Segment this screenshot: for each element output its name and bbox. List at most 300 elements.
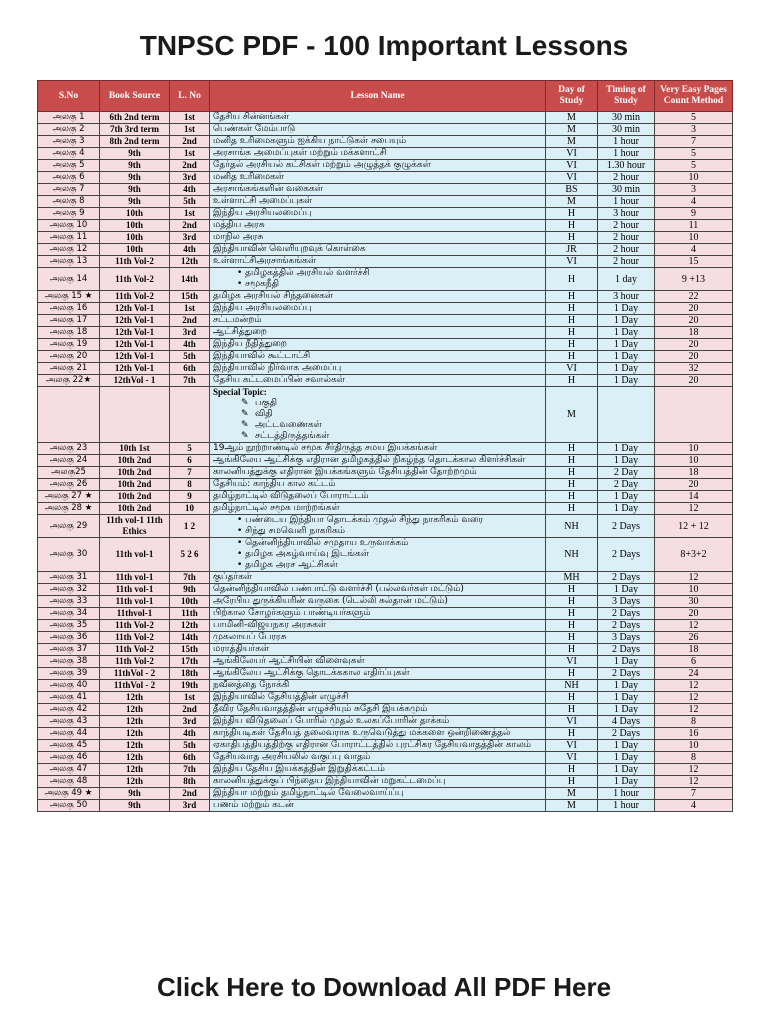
day-of-study-cell: VI [546,363,598,375]
lesson-line: தேசிய கட்டமைப்பின் சவால்கள் [213,375,345,385]
lesson-number-cell: 7 [170,467,210,479]
header-book-source: Book Source [100,81,170,112]
lesson-line: மராத்தியர்கள் [213,644,270,654]
book-source-cell: 11th vol-1 [100,584,170,596]
header-pages-count: Very Easy Pages Count Method [655,81,733,112]
timing-cell: 1 Day [598,740,655,752]
lesson-name-cell [210,208,546,220]
book-source-cell: 9th [100,800,170,812]
timing-cell: 1 hour [598,788,655,800]
pages-count-cell: 12 [655,503,733,515]
sno-cell: அலகு 37 [38,644,100,656]
header-day-of-study: Day of Study [546,81,598,112]
pages-count-cell: 10 [655,740,733,752]
pages-count-cell: 9 +13 [655,268,733,291]
lesson-line: இந்தியாவின் வெளியுறவுக் கொள்கை [213,244,366,254]
book-source-cell: 12th Vol-1 [100,351,170,363]
pages-count-cell: 14 [655,491,733,503]
lesson-name-cell [210,572,546,584]
pen-icon: ✎ [241,398,249,408]
day-of-study-cell: H [546,728,598,740]
sno-cell: அலகு 6 [38,172,100,184]
day-of-study-cell: H [546,220,598,232]
book-source-cell: 9th [100,148,170,160]
day-of-study-cell: H [546,467,598,479]
lesson-line: ஆங்கிலேய ஆட்சிக்கு தொடக்ககால எதிர்ப்புகள் [213,668,410,678]
lesson-line: தேசியவாத அரசியலில் வகுப்பு வாதம் [213,752,371,762]
lesson-line: அரசாங்கங்களின் வகைகள் [213,184,323,194]
lesson-name-cell [210,538,546,572]
lesson-number-cell: 12th [170,256,210,268]
lesson-number-cell: 12th [170,620,210,632]
lesson-line: பெண்கள் மேம்பாடு [213,124,296,134]
sno-cell: அலகு 49 ★ [38,788,100,800]
lesson-line: உள்ளாட்சிஅரசாங்கங்கள் [213,256,317,266]
day-of-study-cell: H [546,776,598,788]
day-of-study-cell: H [546,644,598,656]
lesson-name-cell [210,620,546,632]
lesson-number-cell: 3rd [170,172,210,184]
table-row [38,764,733,776]
lesson-name-cell [210,148,546,160]
lesson-name-cell [210,800,546,812]
lesson-line: மனித உரிமைகளும் ஐக்கிய நாட்டுகள் சபையும் [213,136,407,146]
sno-cell: அலகு 2 [38,124,100,136]
lesson-number-cell: 1st [170,148,210,160]
timing-cell: 1 Day [598,692,655,704]
lesson-number-cell: 3rd [170,232,210,244]
table-row [38,680,733,692]
pen-icon: ✎ [241,409,249,419]
sno-cell: அலகு 16 [38,303,100,315]
sno-cell: அலகு 3 [38,136,100,148]
table-row [38,572,733,584]
day-of-study-cell: H [546,596,598,608]
pages-count-cell: 15 [655,256,733,268]
lesson-name-cell [210,196,546,208]
lesson-name-cell [210,363,546,375]
timing-cell: 2 Days [598,538,655,572]
day-of-study-cell: H [546,268,598,291]
lesson-number-cell: 4th [170,728,210,740]
lesson-line: ஏகாதிபத்தியத்திற்கு எதிரான போராட்டத்தில் புரட்சிகர தேசியவாதத்தின் காலம் [213,740,532,750]
lesson-name-cell [210,268,546,291]
sno-cell: அலகு 17 [38,315,100,327]
sno-cell: அலகு 40 [38,680,100,692]
sno-cell: அலகு 48 [38,776,100,788]
lesson-line: இந்திய அரசியலமைப்பு [213,208,312,218]
pages-count-cell: 12 [655,692,733,704]
pages-count-cell: 12 [655,704,733,716]
lesson-line: காலனியத்துக்கு எதிரான இயக்கங்களும் தேசியத்தின் தோற்றமும் [213,467,477,477]
book-source-cell: 10th 2nd [100,503,170,515]
book-source-cell: 11th vol-1 11th Ethics [100,515,170,538]
day-of-study-cell: VI [546,752,598,764]
table-row [38,244,733,256]
download-link[interactable]: Click Here to Download All PDF Here [156,972,612,1002]
day-of-study-cell: H [546,692,598,704]
day-of-study-cell: VI [546,160,598,172]
pages-count-cell: 20 [655,608,733,620]
lesson-number-cell: 5th [170,740,210,752]
table-row [38,704,733,716]
timing-cell: 2 hour [598,232,655,244]
lesson-number-cell: 15th [170,291,210,303]
lesson-number-cell: 3rd [170,800,210,812]
day-of-study-cell: H [546,668,598,680]
timing-cell: 1 hour [598,136,655,148]
pages-count-cell: 18 [655,467,733,479]
sno-cell: அலகு 4 [38,148,100,160]
pages-count-cell: 4 [655,800,733,812]
timing-cell: 2 Days [598,668,655,680]
lesson-line: ஆங்கிலேயர் ஆட்சியின் விளைவுகள் [213,656,365,666]
sno-cell: அலகு 18 [38,327,100,339]
day-of-study-cell: VI [546,740,598,752]
lesson-name-cell [210,764,546,776]
book-source-cell: 10th 1st [100,443,170,455]
special-topic-row [38,387,733,443]
timing-cell: 1 Day [598,764,655,776]
lesson-number-cell: 14th [170,632,210,644]
lesson-line: • சிந்து சமவெளி நாகரிகம் [237,526,346,536]
pen-icon: ✎ [241,431,249,441]
day-of-study-cell: H [546,455,598,467]
lesson-line: தேர்தல் அரசியல் கட்சிகள் மற்றும் அழுத்தக் குழுக்கள் [213,160,431,170]
table-row [38,503,733,515]
table-row [38,515,733,538]
pages-count-cell: 10 [655,443,733,455]
lesson-line: • சமூகநீதி [237,279,280,289]
day-of-study-cell: H [546,315,598,327]
lesson-line: மத்திய அரசு [213,220,265,230]
lesson-number-cell: 6th [170,752,210,764]
pen-icon: ✎ [241,420,249,430]
day-of-study-cell: H [546,232,598,244]
timing-cell: 1 hour [598,148,655,160]
lesson-line: • தமிழக அரச ஆட்சிகள் [237,560,338,570]
timing-cell: 1 Day [598,363,655,375]
lesson-number-cell: 1st [170,692,210,704]
day-of-study-cell: H [546,339,598,351]
timing-cell: 4 Days [598,716,655,728]
timing-cell: 2 hour [598,256,655,268]
lesson-line: முகலாயப் பேரரசு [213,632,287,642]
lesson-name-cell [210,680,546,692]
pages-count-cell: 20 [655,479,733,491]
lesson-name-cell [210,160,546,172]
pages-count-cell: 20 [655,351,733,363]
day-of-study-cell: H [546,704,598,716]
lesson-line: தேசிய சின்னங்கள் [213,112,290,122]
timing-cell: 2 hour [598,172,655,184]
timing-cell: 1 Day [598,491,655,503]
day-of-study-cell: H [546,327,598,339]
pages-count-cell: 12 [655,572,733,584]
table-row [38,220,733,232]
lesson-name-cell [210,728,546,740]
lesson-number-cell: 1st [170,112,210,124]
book-source-cell: 12th Vol-1 [100,327,170,339]
table-row [38,339,733,351]
lesson-line: தமிழ்நாட்டில் விடுதலைப் போராட்டம் [213,491,369,501]
lesson-name-cell [210,172,546,184]
lesson-line: • தமிழகத்தில் அரசியல் வளர்ச்சி [237,268,370,278]
table-row [38,232,733,244]
lesson-number-cell: 6 [170,455,210,467]
lesson-name-cell [210,503,546,515]
lesson-number-cell: 6th [170,363,210,375]
lesson-line: பாமினி-விஜயநகர அரசுகள் [213,620,327,630]
day-of-study-cell: H [546,208,598,220]
pages-count-cell: 9 [655,208,733,220]
day-of-study-cell: M [546,136,598,148]
lesson-line: அரேபிய துருக்கியரின் வருகை (டெல்லி சுல்தான் மட்டும்) [213,596,448,606]
table-row [38,788,733,800]
table-row [38,208,733,220]
sno-cell: அலகு 46 [38,752,100,764]
lesson-name-cell [210,776,546,788]
lesson-line: ஆங்கிலேய ஆட்சிக்கு எதிரான தமிழகத்தில் நிகழ்ந்த தொடக்கால கிளர்ச்சிகள் [213,455,526,465]
sno-cell: அலகு 28 ★ [38,503,100,515]
pages-count-cell: 8+3+2 [655,538,733,572]
table-row [38,303,733,315]
special-topic-item [213,431,543,442]
pages-count-cell: 20 [655,315,733,327]
day-of-study-cell: H [546,491,598,503]
table-row [38,692,733,704]
day-of-study-cell: H [546,375,598,387]
lesson-number-cell: 1st [170,124,210,136]
lesson-name-cell [210,256,546,268]
book-source-cell: 12th [100,716,170,728]
sno-cell: அலகு 20 [38,351,100,363]
lesson-number-cell: 4th [170,339,210,351]
book-source-cell: 11th Vol-2 [100,620,170,632]
lesson-name-cell [210,467,546,479]
sno-cell: அலகு 11 [38,232,100,244]
lesson-name-cell [210,716,546,728]
lesson-number-cell: 10th [170,596,210,608]
timing-cell [598,387,655,443]
day-of-study-cell: M [546,124,598,136]
lesson-line: தமிழ்நாட்டில் சமூக மாற்றங்கள் [213,503,340,513]
lesson-name-cell [210,491,546,503]
lesson-name-cell [210,124,546,136]
lesson-number-cell: 15th [170,644,210,656]
timing-cell: 1 Day [598,327,655,339]
lesson-line: குப்தர்கள் [213,572,253,582]
sno-cell: அலகு 9 [38,208,100,220]
timing-cell: 2 hour [598,220,655,232]
book-source-cell: 10th [100,208,170,220]
timing-cell: 2 Days [598,515,655,538]
timing-cell: 2 Days [598,728,655,740]
lesson-line: தமிழக அரசியல் சிந்தனைகள் [213,291,334,301]
special-topic-label: சட்டத்திருத்தங்கள் [255,431,330,441]
sno-cell: அலகு 44 [38,728,100,740]
lesson-name-cell [210,303,546,315]
day-of-study-cell: VI [546,256,598,268]
pages-count-cell: 20 [655,303,733,315]
special-topic-item [213,409,543,420]
day-of-study-cell: NH [546,515,598,538]
book-source-cell: 12th Vol-1 [100,339,170,351]
timing-cell: 2 Day [598,479,655,491]
header-lesson-number: L. No [170,81,210,112]
sno-cell: அலகு 15 ★ [38,291,100,303]
table-row [38,538,733,572]
lesson-number-cell: 5th [170,351,210,363]
pages-count-cell: 20 [655,339,733,351]
book-source-cell: 12th [100,764,170,776]
book-source-cell: 11th vol-1 [100,538,170,572]
table-row [38,256,733,268]
lesson-number-cell: 5 2 6 [170,538,210,572]
day-of-study-cell: H [546,351,598,363]
sno-cell [38,387,100,443]
sno-cell: அலகு25 [38,467,100,479]
pages-count-cell: 26 [655,632,733,644]
pages-count-cell: 8 [655,752,733,764]
table-row [38,136,733,148]
lesson-number-cell: 7th [170,572,210,584]
day-of-study-cell: M [546,800,598,812]
day-of-study-cell: H [546,479,598,491]
lesson-line: • தென்னிந்தியாவில் சமுதாய உருவாக்கம் [237,538,409,548]
lesson-name-cell [210,668,546,680]
table-row [38,351,733,363]
book-source-cell: 9th [100,172,170,184]
table-row [38,455,733,467]
table-row [38,172,733,184]
lesson-name-cell [210,244,546,256]
book-source-cell: 12th [100,728,170,740]
table-row [38,148,733,160]
sno-cell: அலகு 39 [38,668,100,680]
day-of-study-cell: MH [546,572,598,584]
sno-cell: அலகு 13 [38,256,100,268]
sno-cell: அலகு 12 [38,244,100,256]
lesson-number-cell: 11th [170,608,210,620]
lesson-number-cell: 2nd [170,220,210,232]
day-of-study-cell: H [546,764,598,776]
sno-cell: அலகு 23 [38,443,100,455]
day-of-study-cell: H [546,632,598,644]
table-row [38,327,733,339]
pages-count-cell: 3 [655,184,733,196]
pages-count-cell: 11 [655,220,733,232]
lesson-number-cell: 17th [170,656,210,668]
pages-count-cell: 20 [655,375,733,387]
lesson-line: ஆட்சித்துறை [213,327,267,337]
pages-count-cell: 6 [655,656,733,668]
book-source-cell [100,387,170,443]
lesson-line: தீவிர தேசியவாதத்தின் எழுச்சியும் சுதேசி இயக்கமும் [213,704,428,714]
book-source-cell: 10th 2nd [100,479,170,491]
timing-cell: 1 Day [598,303,655,315]
lesson-line: காந்தியடிகள் தேசியத் தலைவராக உருவெடுத்து மக்களை ஒன்றிணைத்தல் [213,728,511,738]
timing-cell: 2 Day [598,467,655,479]
lesson-number-cell: 7th [170,764,210,776]
lesson-line: மாநில அரசு [213,232,264,242]
pages-count-cell: 12 [655,620,733,632]
table-row [38,608,733,620]
lesson-number-cell: 4th [170,184,210,196]
table-row [38,620,733,632]
book-source-cell: 9th [100,196,170,208]
lesson-line: பிற்கால சோழர்களும் பாண்டியர்களும் [213,608,371,618]
special-topic-title: Special Topic: [213,387,267,397]
book-source-cell: 7th 3rd term [100,124,170,136]
lesson-line: சட்டமன்றம் [213,315,262,325]
table-row [38,315,733,327]
day-of-study-cell: VI [546,172,598,184]
book-source-cell: 8th 2nd term [100,136,170,148]
book-source-cell: 11th vol-1 [100,596,170,608]
special-topic-label: அட்டவணைகள் [255,420,322,430]
lesson-name-cell [210,479,546,491]
sno-cell: அலகு 24 [38,455,100,467]
sno-cell: அலகு 41 [38,692,100,704]
table-row [38,375,733,387]
pages-count-cell: 16 [655,728,733,740]
table-row [38,491,733,503]
special-topic-item [213,420,543,431]
book-source-cell: 12th [100,704,170,716]
lesson-name-cell [210,704,546,716]
day-of-study-cell: H [546,608,598,620]
table-row [38,668,733,680]
header-sno: S.No [38,81,100,112]
pages-count-cell: 4 [655,196,733,208]
day-of-study-cell: H [546,620,598,632]
sno-cell: அலகு 33 [38,596,100,608]
day-of-study-cell: M [546,112,598,124]
table-row [38,124,733,136]
day-of-study-cell: M [546,196,598,208]
book-source-cell: 11th Vol-2 [100,644,170,656]
book-source-cell: 12th [100,776,170,788]
day-of-study-cell: NH [546,680,598,692]
timing-cell: 1.30 hour [598,160,655,172]
lesson-number-cell: 2nd [170,136,210,148]
pages-count-cell: 5 [655,148,733,160]
lesson-number-cell: 4th [170,244,210,256]
lesson-name-cell [210,632,546,644]
lesson-name-cell [210,596,546,608]
timing-cell: 30 min [598,184,655,196]
lesson-number-cell: 1st [170,303,210,315]
sno-cell: அலகு 14 [38,268,100,291]
table-row [38,184,733,196]
day-of-study-cell: H [546,303,598,315]
timing-cell: 3 hour [598,291,655,303]
pages-count-cell: 12 + 12 [655,515,733,538]
timing-cell: 1 Day [598,315,655,327]
lesson-line: இந்தியாவில் கூட்டாட்சி [213,351,311,361]
lesson-line: இந்திய நீதித்துறை [213,339,287,349]
timing-cell: 1 hour [598,196,655,208]
lesson-name-cell [210,788,546,800]
lesson-number-cell: 3rd [170,327,210,339]
lesson-name-cell [210,608,546,620]
header-timing-of-study: Timing of Study [598,81,655,112]
table-row [38,776,733,788]
book-source-cell: 9th [100,160,170,172]
book-source-cell: 10th 2nd [100,455,170,467]
sno-cell: அலகு 50 [38,800,100,812]
